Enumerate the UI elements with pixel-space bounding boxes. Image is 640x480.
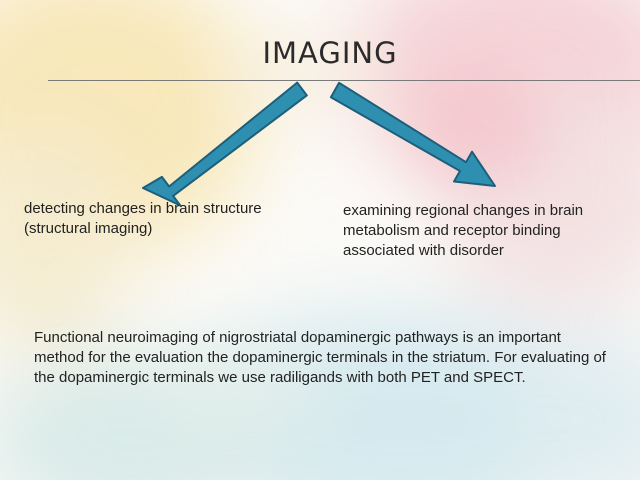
left-arrow — [143, 83, 307, 206]
functional-imaging-label: examining regional changes in brain metabolism and receptor binding associated with disorder — [343, 202, 584, 259]
slide-title: IMAGING — [262, 36, 398, 70]
right-arrow — [331, 83, 495, 186]
body-paragraph: Functional neuroimaging of nigrostriatal dopaminergic pathways is an important method for the evaluation the dopaminergic terminals in the striatum. For evaluating of the dopaminergic terminals we use radiligands with both PET and SPECT. — [34, 329, 606, 386]
structural-imaging-label: detecting changes in brain structure (structural imaging) — [24, 200, 262, 237]
